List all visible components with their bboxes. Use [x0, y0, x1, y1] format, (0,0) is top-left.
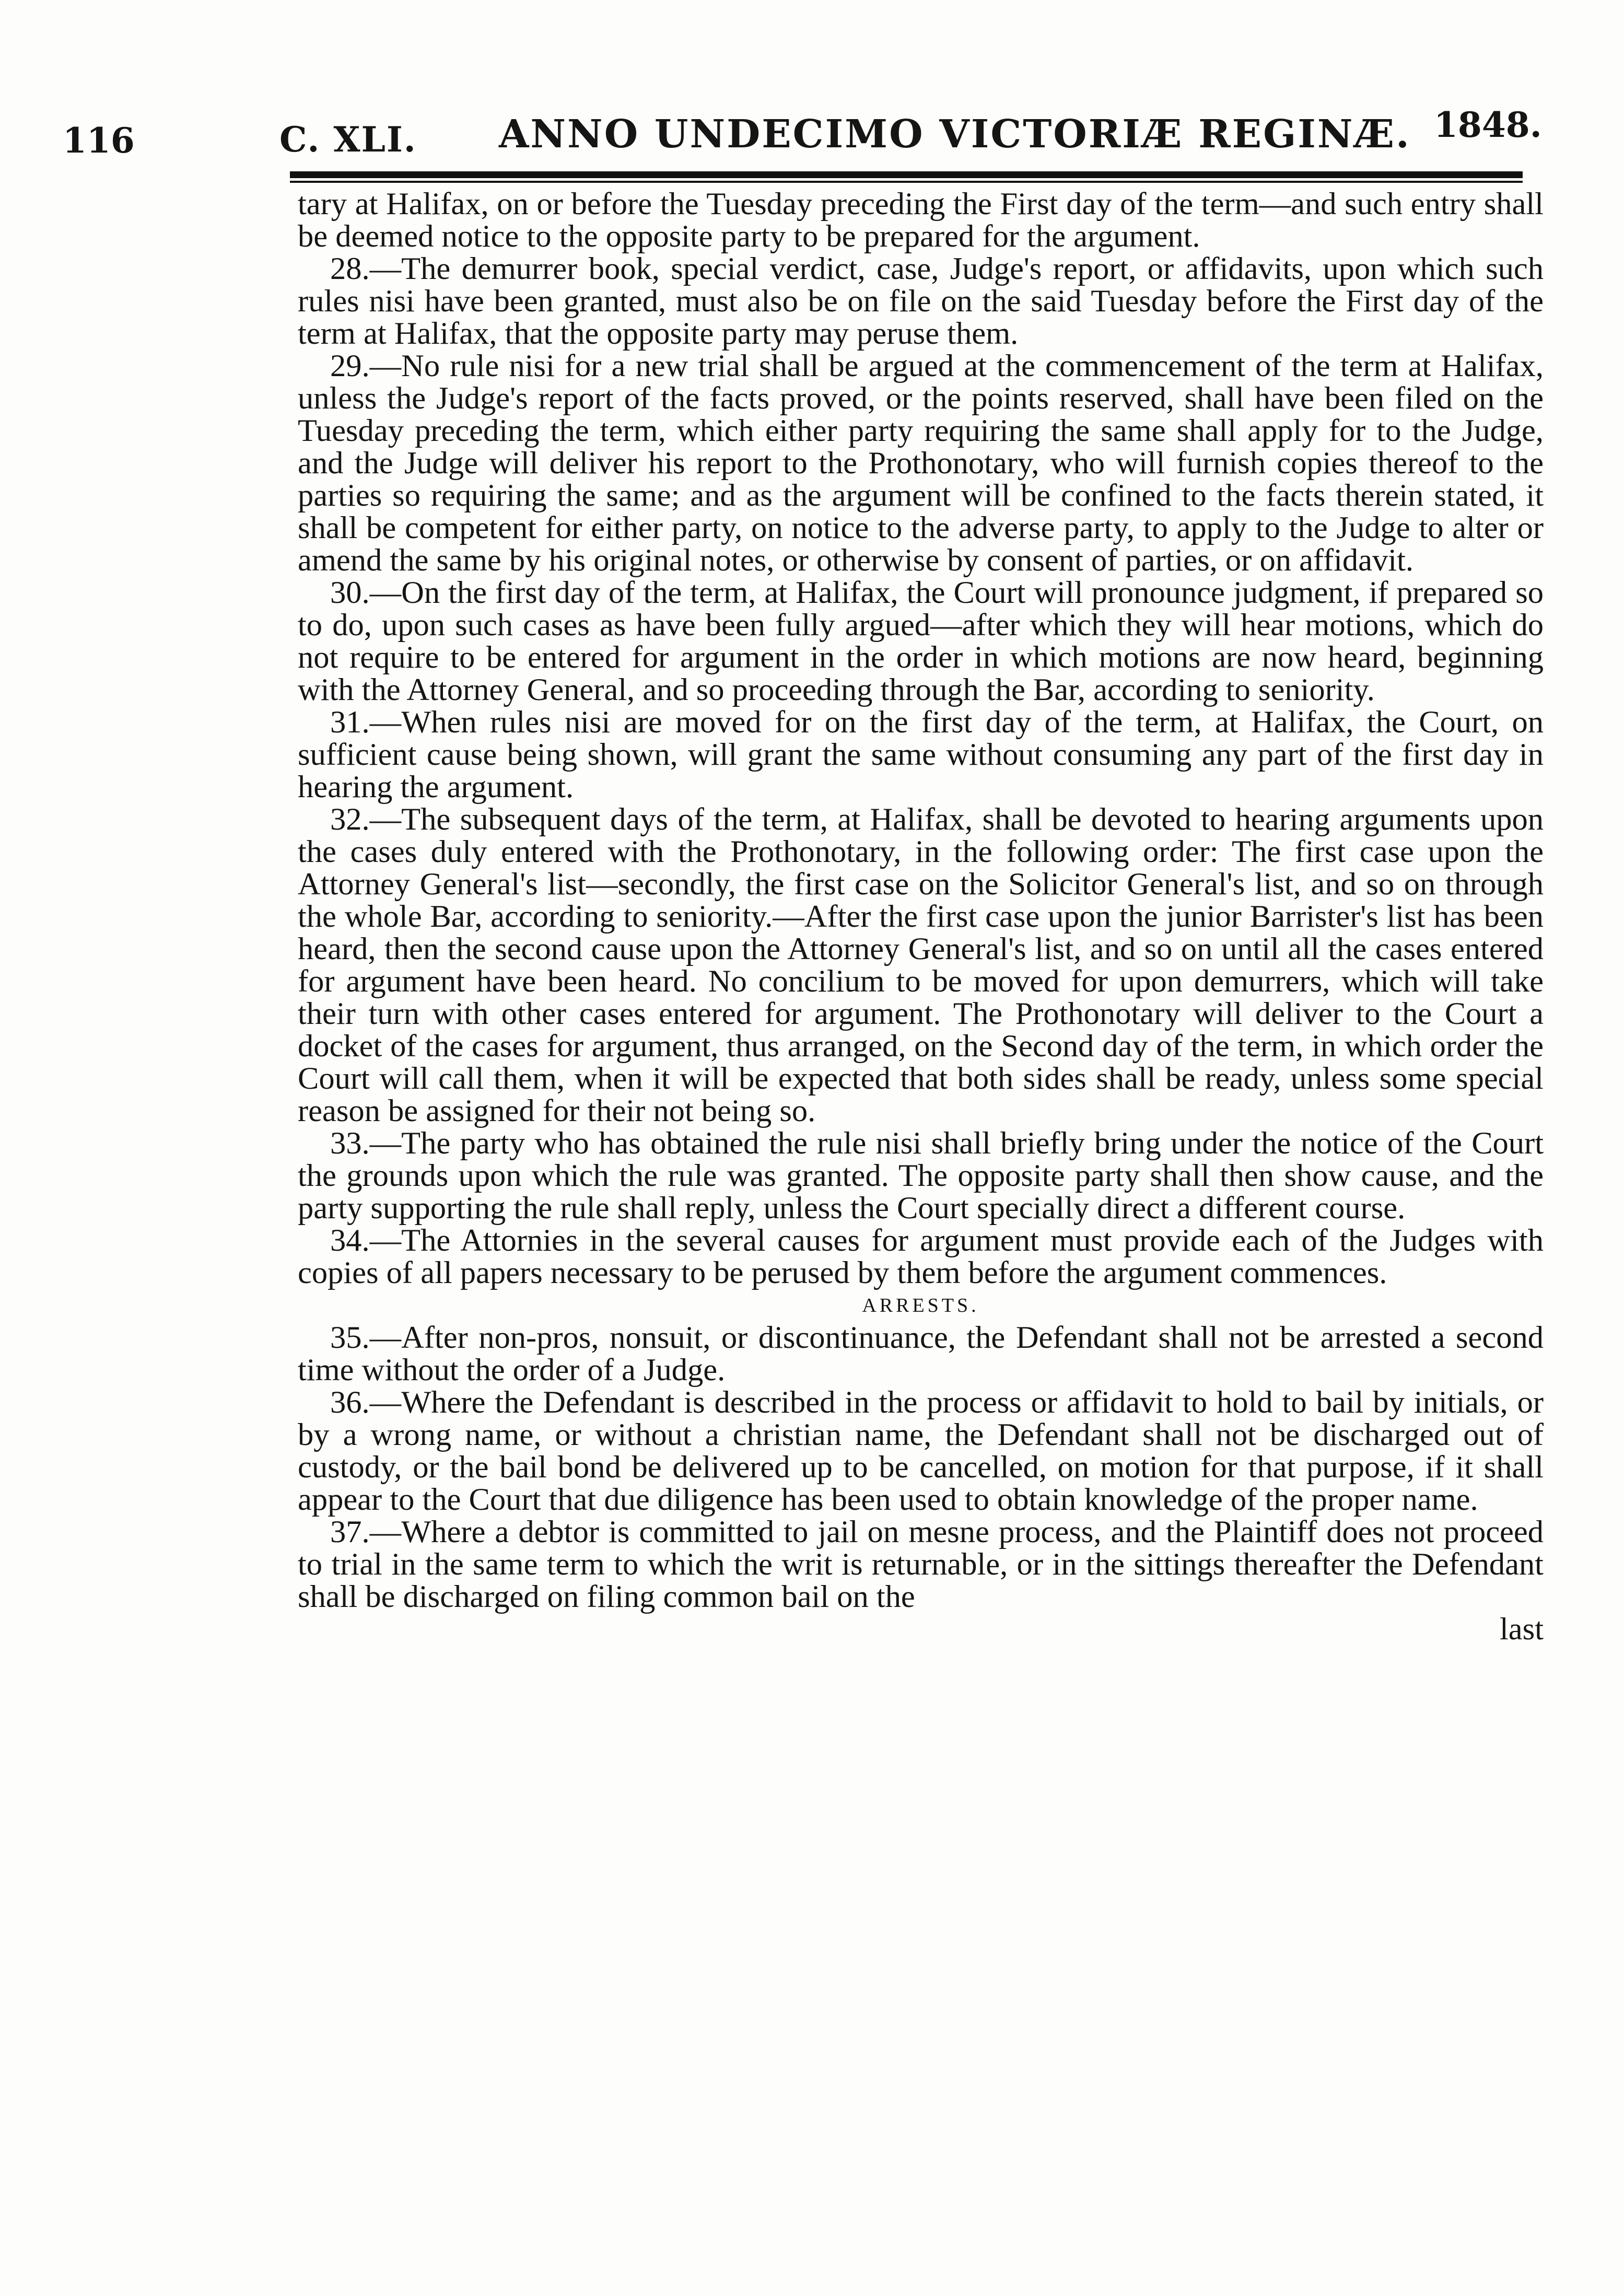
rule-31: 31.—When rules nisi are moved for on the first day of the term, at Halifax, the Court, on sufficient cause being shown, will grant the same without consuming any part of the first day in hearing the argument.	[298, 705, 1544, 805]
rule-28: 28.—The demurrer book, special verdict, case, Judge's report, or affidavits, upon which such rules nisi have been granted, must also be on file on the said Tuesday before the First day of the term at Halifax, that the opposite party may peruse them.	[298, 251, 1544, 351]
body-text	[298, 188, 1544, 1646]
chapter-number: C. XLI.	[279, 119, 417, 160]
rule-35: 35.—After non-pros, nonsuit, or discontinuance, the Defendant shall not be arrested a second time without the order of a Judge.	[298, 1320, 1544, 1388]
page-header	[0, 104, 1624, 162]
rule-34: 34.—The Attornies in the several causes for argument must provide each of the Judges with copies of all papers necessary to be perused by them before the argument commences.	[298, 1223, 1544, 1290]
catchword: last	[1499, 1612, 1544, 1647]
header-rule-thin	[290, 181, 1523, 183]
page-number: 116	[63, 120, 135, 161]
header-rule	[290, 171, 1523, 178]
rule-30: 30.—On the first day of the term, at Halifax, the Court will pronounce judgment, if prepared so to do, upon such cases as have been fully argued—after which they will hear motions, which do not require to be entered for argument in the order in which motions are now heard, beginning with the Attorney General, and so proceeding through the Bar, according to seniority.	[298, 575, 1544, 707]
rule-29: 29.—No rule nisi for a new trial shall be argued at the commencement of the term at Halifax, unless the Judge's report of the facts proved, or the points reserved, shall have been filed on the Tuesday preceding the term, which either party requiring the same shall apply for to the Judge, and the Judge will deliver his report to the Prothonotary, who will furnish copies thereof to the parties so requiring the same; and as the argument will be confined to the facts therein stated, it shall be competent for either party, on notice to the adverse party, to apply to the Judge to alter or amend the same by his original notes, or otherwise by consent of parties, or on affidavit.	[298, 348, 1544, 578]
rule-33: 33.—The party who has obtained the rule nisi shall briefly bring under the notice of the Court the grounds upon which the rule was granted. The opposite party shall then show cause, and the party supporting the rule shall reply, unless the Court specially direct a different course.	[298, 1126, 1544, 1226]
rule-37: 37.—Where a debtor is committed to jail on mesne process, and the Plaintiff does not proceed to trial in the same term to which the writ is returnable, or in the sittings thereafter the Defendant shall be discharged on filing common bail on the	[298, 1514, 1544, 1614]
rule-36: 36.—Where the Defendant is described in the process or affidavit to hold to bail by initials, or by a wrong name, or without a christian name, the Defendant shall not be discharged out of custody, or the bail bond be delivered up to be cancelled, on motion for that purpose, if it shall appear to the Court that due diligence has been used to obtain knowledge of the proper name.	[298, 1385, 1544, 1517]
header-year: 1848.	[1434, 104, 1542, 145]
section-heading-arrests: ARRESTS.	[862, 1295, 979, 1316]
running-title: ANNO UNDECIMO VICTORIÆ REGINÆ.	[499, 112, 1411, 157]
rule-32: 32.—The subsequent days of the term, at Halifax, shall be devoted to hearing arguments upon the cases duly entered with the Prothonotary, in the following order: The first case upon the Attorney General's list—secondly, the first case on the Solicitor General's list, and so on through the whole Bar, according to seniority.—After the first case upon the junior Barrister's list has been heard, then the second cause upon the Attorney General's list, and so on until all the cases entered for argument have been heard. No concilium to be moved for upon demurrers, which will take their turn with other cases entered for argument. The Prothonotary will deliver to the Court a docket of the cases for argument, thus arranged, on the Second day of the term, in which order the Court will call them, when it will be expected that both sides shall be ready, unless some special reason be assigned for their not being so.	[298, 802, 1544, 1128]
continuation-paragraph: tary at Halifax, on or before the Tuesday preceding the First day of the term—and such entry shall be deemed notice to the opposite party to be prepared for the argument.	[298, 187, 1544, 254]
